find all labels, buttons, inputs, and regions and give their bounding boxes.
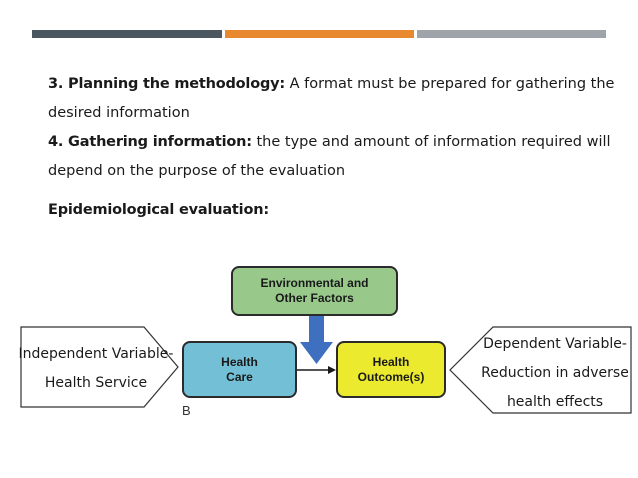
health-outcome-box — [336, 341, 446, 398]
independent-variable-callout — [20, 326, 180, 408]
dependent-variable-line-3: health effects — [506, 394, 604, 410]
environment-line-1: Environmental and — [260, 276, 369, 290]
body-text — [48, 70, 615, 186]
health-care-line-2: Care — [226, 369, 253, 384]
point-4-text: the type and amount of information required will — [251, 134, 611, 150]
top-bar-dark — [32, 30, 222, 38]
section-subheading: Epidemiological evaluation: — [48, 202, 269, 218]
outcome-line-1: Health — [372, 354, 410, 369]
dependent-variable-callout — [448, 326, 632, 414]
point-3-line-1 — [48, 70, 615, 99]
point-4-line-2: depend on the purpose of the evaluation — [48, 163, 346, 179]
environmental-factors-box — [231, 266, 398, 316]
health-care-line-1: Health — [221, 354, 258, 369]
panel-letter: B — [182, 403, 191, 418]
point-3-text: A format must be prepared for gathering the — [285, 76, 615, 92]
point-3-heading: 3. Planning the methodology: — [48, 76, 285, 92]
down-arrow-icon — [300, 316, 333, 364]
right-arrow-icon — [328, 366, 336, 374]
dependent-variable-line-2: Reduction in adverse — [481, 365, 629, 381]
environment-line-2: Other Factors — [275, 291, 354, 305]
health-care-box — [182, 341, 297, 398]
dependent-variable-text — [476, 330, 634, 417]
dependent-variable-line-1: Dependent Variable- — [483, 336, 627, 352]
top-bar-gray — [417, 30, 606, 38]
independent-variable-line-1: Independent Variable- — [18, 346, 174, 362]
top-bar-orange — [225, 30, 414, 38]
independent-variable-line-2: Health Service — [44, 375, 148, 391]
evaluation-diagram — [178, 266, 450, 426]
point-4-line-1 — [48, 128, 611, 157]
independent-variable-text — [16, 340, 176, 398]
outcome-line-2: Outcome(s) — [357, 369, 425, 384]
point-4-heading: 4. Gathering information: — [48, 134, 252, 150]
point-3-line-2: desired information — [48, 105, 190, 121]
